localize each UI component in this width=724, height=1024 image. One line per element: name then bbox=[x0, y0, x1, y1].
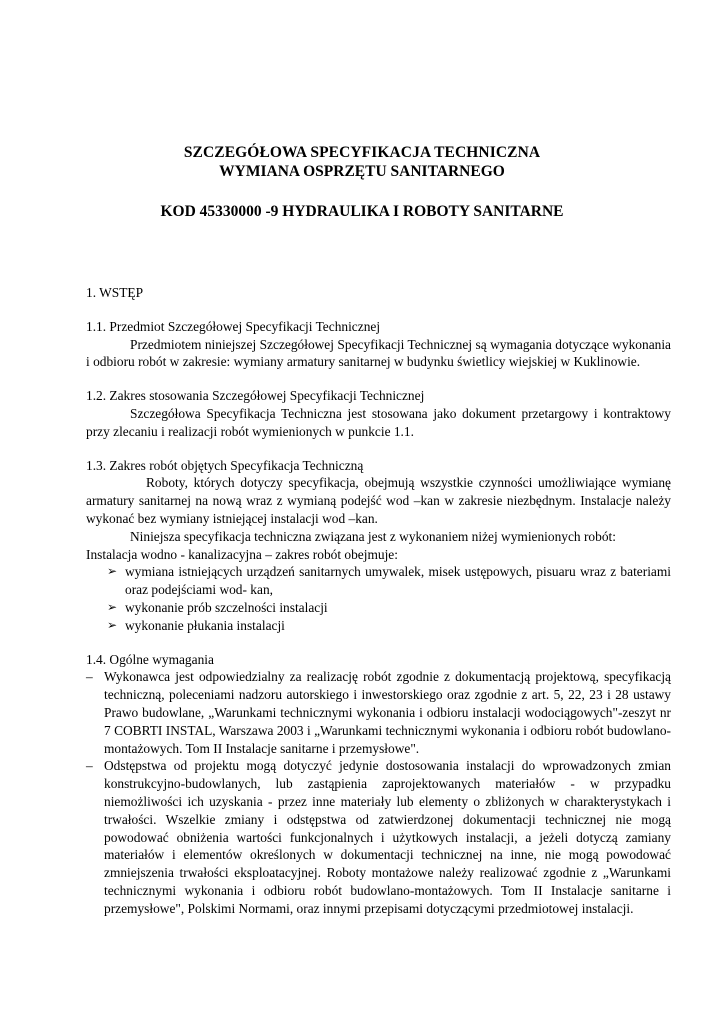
section-1-2-text: Szczegółowa Specyfikacja Techniczna jest stosowana jako dokument przetargowy i kontraktowy przy zlecaniu i realizacji robót wymienionych w punkcie 1.1. bbox=[86, 405, 671, 439]
list-item: ➢ wykonanie płukania instalacji bbox=[107, 617, 285, 633]
section-1-3-text-2: Niniejsza specyfikacja techniczna związana jest z wykonaniem niżej wymienionych robót: bbox=[130, 528, 616, 544]
section-1-3-text-1: Roboty, których dotyczy specyfikacja, obejmują wszystkie czynności umożliwiające wymianę armatury sanitarnej na nową wraz z wymianą podejść wod –kan w zakresie niezbędnym. Instalacje należy wykonać bez wymiany istniejącej instalacji wod –kan. bbox=[86, 475, 671, 526]
section-1-1-text: Przedmiotem niniejszej Szczegółowej Specyfikacji Technicznej są wymagania dotyczące wykonania i odbioru robót w zakresie: wymiany armatury sanitarnej w budynku świetlicy wiejskiej w Kuklinowie. bbox=[86, 336, 671, 370]
list-item: ➢ wykonanie prób szczelności instalacji bbox=[107, 599, 328, 615]
section-1-3-list bbox=[86, 563, 671, 634]
document-body bbox=[86, 284, 671, 918]
arrow-bullet-icon: ➢ bbox=[107, 617, 118, 632]
dash-bullet-icon: – bbox=[86, 669, 93, 685]
section-1-1-heading: 1.1. Przedmiot Szczegółowej Specyfikacji Technicznej bbox=[86, 318, 381, 334]
list-item: – Odstępstwa od projektu mogą dotyczyć jedynie dostosowania instalacji do wprowadzonych zmian konstrukcyjno-budowlanych, lub zastąpienia zaprojektowanych materiałów - w przypadku niemożliwości ich uzyskania - przez inne materiały lub elementy o zbliżonych w charakterystykach i trwałości. Wszelkie zmiany i odstępstwa od zatwierdzonej dokumentacji technicznej nie mogą powodować obniżenia wartości funkcjonalnych i użytkowych instalacji, a jeżeli dotyczą zamiany materiałów i elementów określonych w dokumentacji technicznej na inne, nie mogą powodować zmniejszenia trwałości eksploatacyjnej. Roboty montażowe należy realizować zgodnie z „Warunkami technicznymi wykonania i odbioru robót budowlano-montażowych. Tom II Instalacje sanitarne i przemysłowe", Polskimi Normami, oraz innymi przepisami dotyczącymi przedmiotowej instalacji. bbox=[86, 758, 671, 916]
section-1-3-heading: 1.3. Zakres robót objętych Specyfikacja Techniczną bbox=[86, 457, 364, 473]
document-code: KOD 45330000 -9 HYDRAULIKA I ROBOTY SANITARNE bbox=[160, 203, 564, 220]
section-1-2-heading: 1.2. Zakres stosowania Szczegółowej Specyfikacji Technicznej bbox=[86, 388, 425, 404]
section-1-3-text-3: Instalacja wodno - kanalizacyjna – zakres robót obejmuje: bbox=[86, 546, 398, 562]
section-1-4-list bbox=[86, 668, 671, 917]
section-1-4-heading: 1.4. Ogólne wymagania bbox=[86, 651, 214, 667]
document-subtitle: WYMIANA OSPRZĘTU SANITARNEGO bbox=[219, 163, 505, 180]
dash-bullet-icon: – bbox=[86, 758, 93, 774]
section-1-heading: 1. WSTĘP bbox=[86, 285, 144, 300]
list-item: – Wykonawca jest odpowiedzialny za realizację robót zgodnie z dokumentacją projektową, specyfikacją techniczną, poleceniami nadzoru autorskiego i inwestorskiego oraz zgodnie z art. 5, 22, 23 i 28 ustawy Prawo budowlane, „Warunkami technicznymi wykonania i odbioru instalacji wodociągowych"-zeszyt nr 7 COBRTI INSTAL, Warszawa 2003 i „Warunkami technicznymi wykonania i odbioru robót budowlano-montażowych. Tom II Instalacje sanitarne i przemysłowe". bbox=[86, 669, 671, 756]
document-title: SZCZEGÓŁOWA SPECYFIKACJA TECHNICZNA bbox=[183, 144, 541, 161]
arrow-bullet-icon: ➢ bbox=[107, 564, 118, 579]
arrow-bullet-icon: ➢ bbox=[107, 599, 118, 614]
list-item: ➢ wymiana istniejących urządzeń sanitarnych umywalek, misek ustępowych, pisuaru wraz z bateriami oraz podejściami wod- kan, bbox=[107, 564, 671, 598]
